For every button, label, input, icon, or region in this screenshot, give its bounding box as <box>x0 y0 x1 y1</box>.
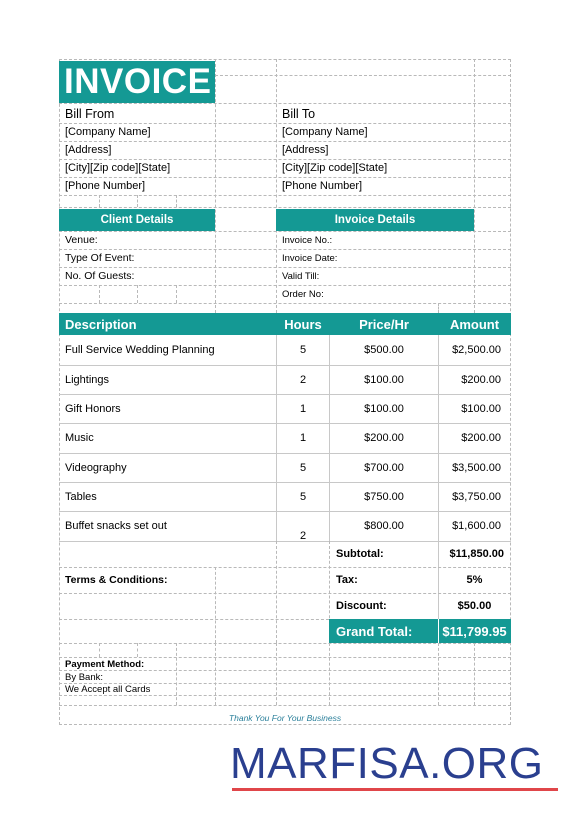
event-type-label: Type Of Event: <box>65 252 135 264</box>
row-price: $750.00 <box>364 490 404 503</box>
items-table-header <box>59 313 511 335</box>
venue-label: Venue: <box>65 234 98 246</box>
row-description: Full Service Wedding Planning <box>65 344 215 356</box>
bill-from-city: [City][Zip code][State] <box>65 162 171 174</box>
row-amount: $200.00 <box>461 373 501 386</box>
row-hours: 2 <box>299 373 307 386</box>
row-price: $100.00 <box>364 373 404 386</box>
invoice-sheet <box>59 59 511 725</box>
client-details-heading: Client Details <box>59 209 215 231</box>
row-description: Videography <box>65 461 127 474</box>
bill-to-company: [Company Name] <box>282 126 368 138</box>
row-hours: 5 <box>299 490 307 503</box>
subtotal-label: Subtotal: <box>336 548 384 560</box>
row-amount: $1,600.00 <box>452 520 501 532</box>
discount-label: Discount: <box>336 600 387 612</box>
row-price: $800.00 <box>364 520 404 532</box>
row-amount: $100.00 <box>461 402 501 415</box>
row-description: Lightings <box>65 373 110 386</box>
row-price: $500.00 <box>364 344 404 356</box>
row-hours: 2 <box>299 530 307 542</box>
row-description: Gift Honors <box>65 402 121 415</box>
row-description: Buffet snacks set out <box>65 520 167 532</box>
valid-till-label: Valid Till: <box>282 271 320 282</box>
brand-underline <box>232 788 558 791</box>
accepted-cards-label: We Accept all Cards <box>65 684 151 695</box>
invoice-details-heading: Invoice Details <box>276 209 474 231</box>
payment-method-label: Payment Method: <box>65 659 145 670</box>
row-amount: $200.00 <box>461 432 501 444</box>
discount-value: $50.00 <box>457 600 492 612</box>
row-amount: $3,500.00 <box>452 461 501 474</box>
bill-from-heading: Bill From <box>65 107 115 121</box>
terms-label: Terms & Conditions: <box>65 574 168 586</box>
row-hours: 1 <box>299 402 307 415</box>
row-description: Tables <box>65 490 97 503</box>
bill-from-company: [Company Name] <box>65 126 151 138</box>
invoice-date-label: Invoice Date: <box>282 253 338 264</box>
price-header: Price/Hr <box>359 316 409 332</box>
row-amount: $2,500.00 <box>452 344 501 356</box>
hours-header: Hours <box>284 316 322 332</box>
grand-total-value: $11,799.95 <box>442 623 507 639</box>
grand-total-label: Grand Total: <box>336 623 413 639</box>
bill-to-phone: [Phone Number] <box>282 180 363 192</box>
bill-from-address: [Address] <box>65 144 112 156</box>
invoice-no-label: Invoice No.: <box>282 235 333 246</box>
by-bank-label: By Bank: <box>65 672 104 683</box>
bill-from-phone: [Phone Number] <box>65 180 146 192</box>
thank-you-note: Thank You For Your Business <box>228 713 342 723</box>
row-hours: 1 <box>299 432 307 444</box>
description-header: Description <box>65 316 137 332</box>
bill-to-address: [Address] <box>282 144 329 156</box>
row-price: $200.00 <box>364 432 404 444</box>
tax-value: 5% <box>466 574 483 586</box>
row-hours: 5 <box>299 344 307 356</box>
tax-label: Tax: <box>336 574 358 586</box>
order-no-label: Order No: <box>282 289 324 300</box>
row-amount: $3,750.00 <box>452 490 501 503</box>
invoice-title: INVOICE <box>59 61 215 103</box>
row-description: Music <box>65 432 94 444</box>
row-price: $100.00 <box>364 402 404 415</box>
guests-label: No. Of Guests: <box>65 270 135 282</box>
row-hours: 5 <box>299 461 307 474</box>
bill-to-heading: Bill To <box>282 107 316 121</box>
brand-logo <box>230 739 558 792</box>
brand-name: MARFISA.ORG <box>230 739 544 788</box>
bill-to-city: [City][Zip code][State] <box>282 162 388 174</box>
amount-header: Amount <box>449 316 500 332</box>
subtotal-value: $11,850.00 <box>449 548 504 560</box>
row-price: $700.00 <box>364 461 404 474</box>
